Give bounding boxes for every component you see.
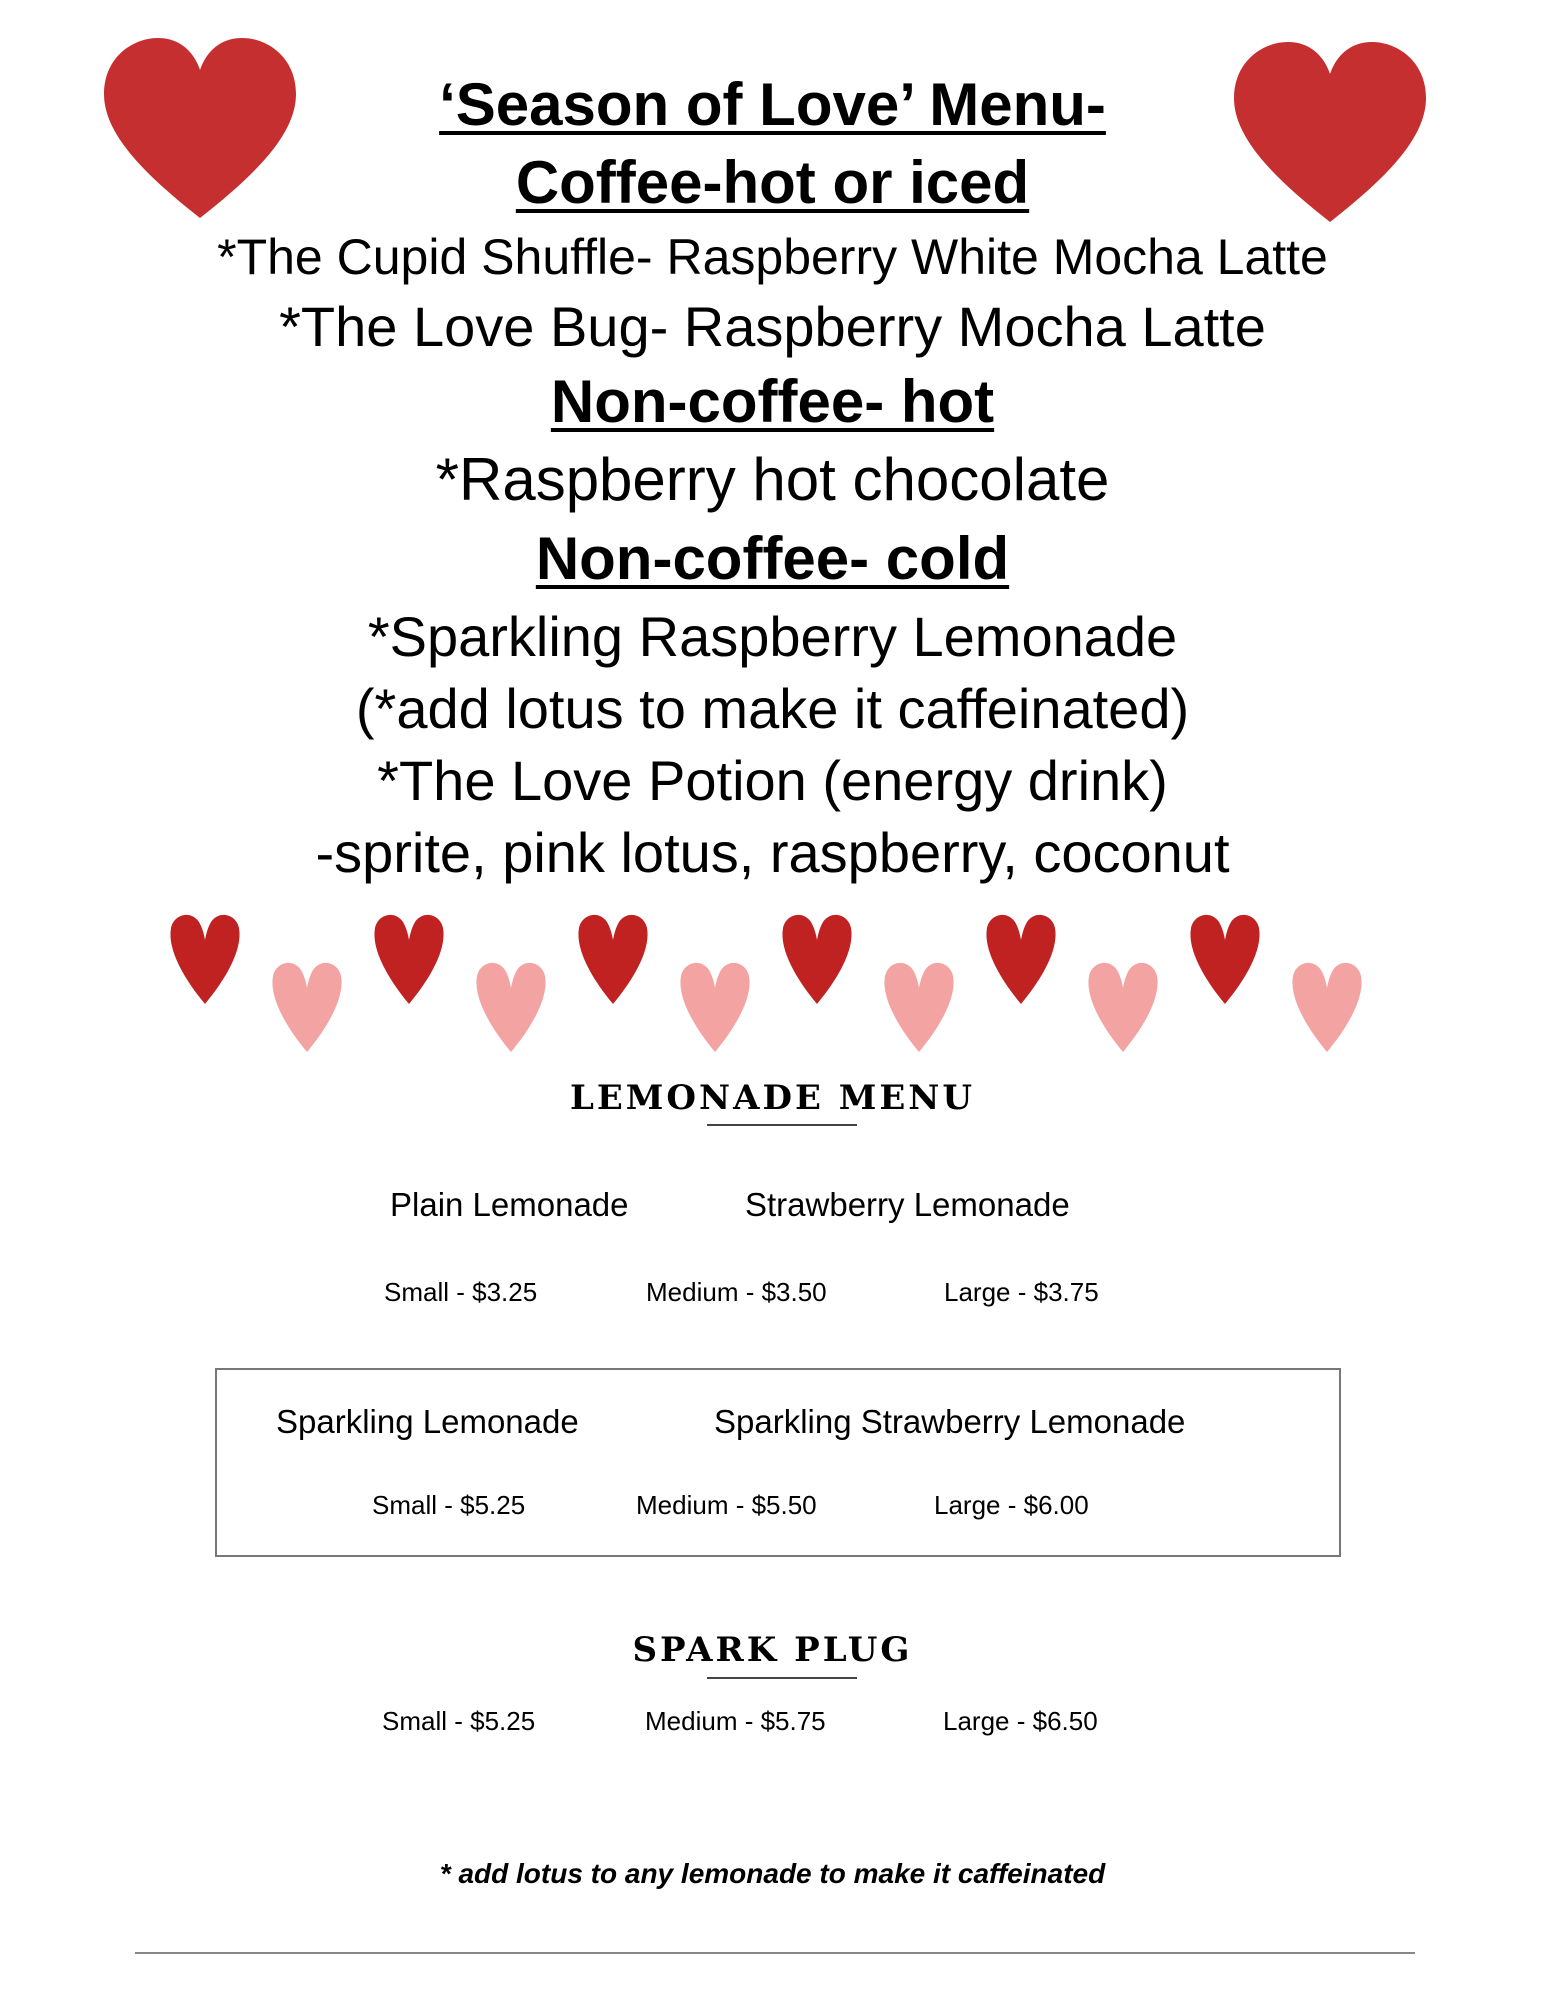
bottom-divider (135, 1952, 1415, 1954)
light-heart-icon (1292, 963, 1361, 1052)
menu-item-love-potion-ingredients: -sprite, pink lotus, raspberry, coconut (315, 821, 1230, 884)
light-heart-icon (680, 963, 749, 1052)
season-menu-title: ‘Season of Love’ Menu- (439, 71, 1106, 138)
menu-item-love-potion: *The Love Potion (energy drink) (377, 749, 1168, 812)
price-small: Small - $5.25 (382, 1706, 536, 1736)
price-large: Large - $3.75 (944, 1277, 1099, 1307)
item-sparkling-lemonade: Sparkling Lemonade (276, 1403, 579, 1440)
price-small: Small - $3.25 (384, 1277, 538, 1307)
price-medium: Medium - $5.50 (636, 1490, 817, 1520)
light-heart-icon (476, 963, 545, 1052)
light-heart-icon (884, 963, 953, 1052)
non-coffee-hot-heading: Non-coffee- hot (550, 368, 995, 435)
menu-item-love-bug: *The Love Bug- Raspberry Mocha Latte (279, 295, 1266, 358)
item-plain-lemonade: Plain Lemonade (390, 1186, 629, 1223)
price-small: Small - $5.25 (372, 1490, 526, 1520)
coffee-heading: Coffee-hot or iced (515, 149, 1030, 216)
light-heart-icon (272, 963, 341, 1052)
lemonade-menu-title: LEMONADE MENU (569, 1078, 976, 1118)
sparkling-lemonade-box (215, 1368, 1341, 1557)
price-medium: Medium - $3.50 (646, 1277, 827, 1307)
dark-heart-icon (578, 915, 647, 1004)
menu-item-raspberry-hot-chocolate: *Raspberry hot chocolate (435, 446, 1110, 513)
heart-row (150, 910, 1410, 1080)
dark-heart-icon (374, 915, 443, 1004)
menu-item-cupid-shuffle: *The Cupid Shuffle- Raspberry White Mocha Latte (217, 229, 1328, 285)
light-heart-icon (1088, 963, 1157, 1052)
dark-heart-icon (1190, 915, 1259, 1004)
price-medium: Medium - $5.75 (645, 1706, 826, 1736)
dark-heart-icon (986, 915, 1055, 1004)
price-large: Large - $6.00 (934, 1490, 1089, 1520)
item-sparkling-strawberry-lemonade: Sparkling Strawberry Lemonade (714, 1403, 1186, 1440)
spark-plug-title-underline (707, 1677, 857, 1679)
menu-item-lotus-note: (*add lotus to make it caffeinated) (355, 677, 1190, 740)
non-coffee-cold-heading: Non-coffee- cold (535, 525, 1010, 592)
spark-plug-title: SPARK PLUG (632, 1630, 913, 1670)
price-large: Large - $6.50 (943, 1706, 1098, 1736)
footnote: * add lotus to any lemonade to make it caffeinated (439, 1858, 1106, 1889)
lemonade-title-underline (707, 1124, 857, 1126)
item-strawberry-lemonade: Strawberry Lemonade (745, 1186, 1070, 1223)
dark-heart-icon (170, 915, 239, 1004)
dark-heart-icon (782, 915, 851, 1004)
menu-item-sparkling-raspberry-lemonade: *Sparkling Raspberry Lemonade (367, 605, 1178, 668)
